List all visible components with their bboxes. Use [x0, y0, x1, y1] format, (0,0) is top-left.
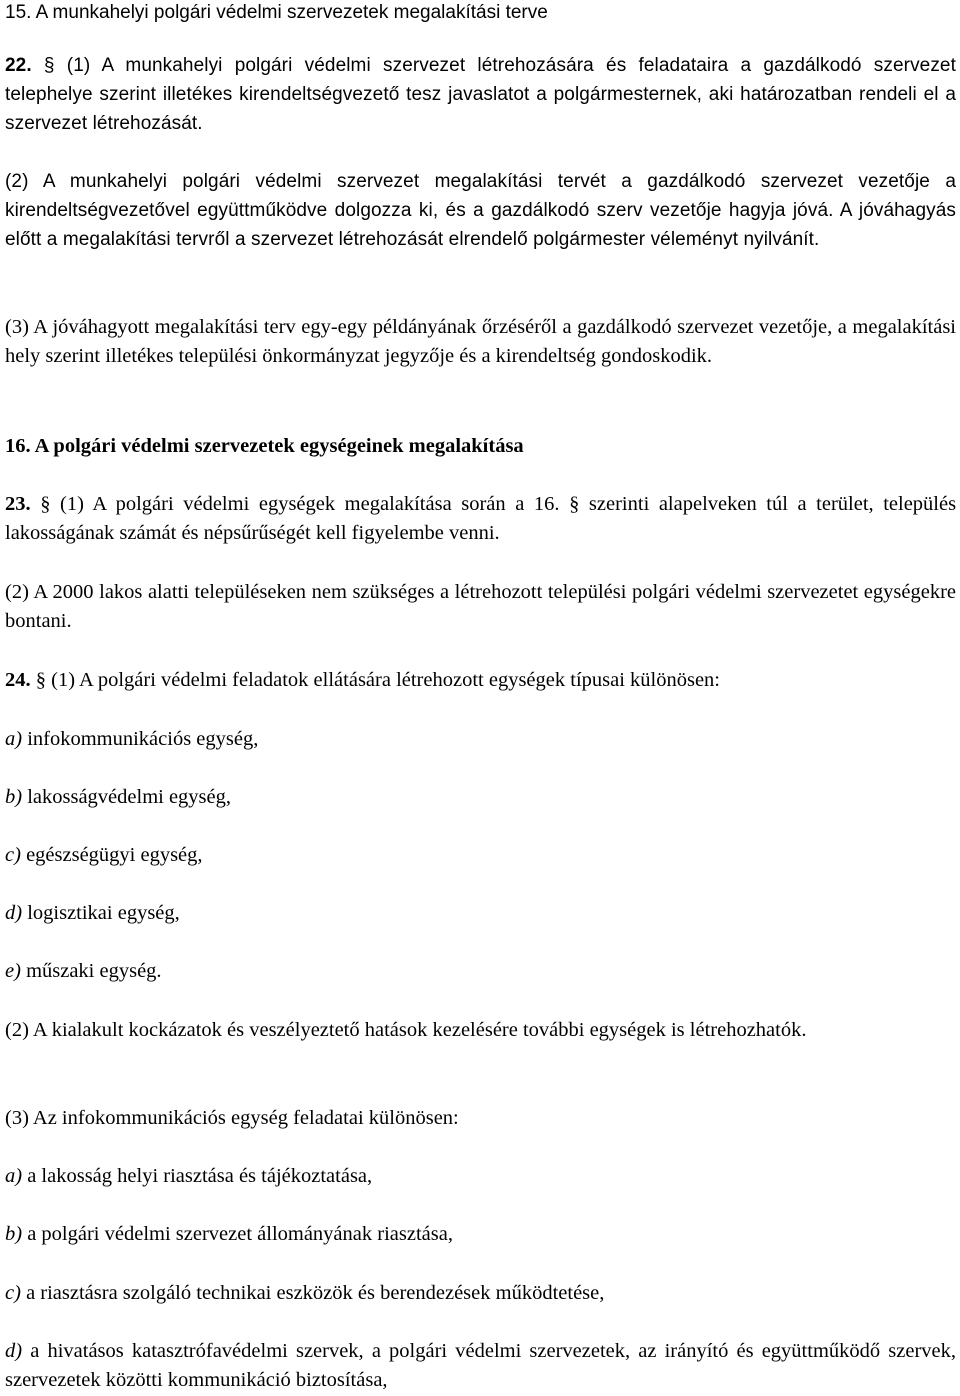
- paragraph-text: (1) A polgári védelmi egységek megalakítása során a 16.: [60, 493, 560, 515]
- paragraph-24-3: [5, 1104, 956, 1133]
- paragraph-text: határozatban rendeli el a szervezet létrehozását.: [5, 84, 956, 134]
- list-item: a) a lakosság helyi riasztása és tájékoztatása,: [5, 1165, 373, 1187]
- paragraph-text: (1) A munkahelyi polgári védelmi szervezet létrehozására és feladataira a gazdálkodó szervezet telephelye szerint illetékes kirendeltségvezető tesz javaslatot a polgármesternek, aki: [5, 55, 956, 105]
- paragraph-text: szerinti alapelveken túl a terület, település lakosságának számát és népsűrűségét kell figyelembe venni.: [5, 493, 957, 544]
- section-heading-16: 16. A polgári védelmi szervezetek egységeinek megalakítása: [5, 435, 524, 457]
- paragraph-22-1: [5, 51, 956, 138]
- paragraph-text: (2) A 2000 lakos alatti településeken nem szükséges a létrehozott települési polgári védelmi szervezetet egységekre bontani.: [5, 581, 956, 632]
- paragraph-text: (2) A munkahelyi polgári védelmi szervezet megalakítási tervét a gazdálkodó szervezet vezetője a kirendeltségvezetővel együttműködve dolgozza ki, és a gazdálkodó szerv vezetője hagyja jóvá. A jóváhagyás előtt a megalakítási tervről a szervezet létrehozását elrendelő polgármester véleményt nyilvánít.: [5, 171, 956, 250]
- paragraph-text: (3) Az infokommunikációs egység feladatai különösen:: [5, 1107, 459, 1129]
- section-heading-15: 15. A munkahelyi polgári védelmi szervezetek megalakítási terve: [5, 2, 548, 23]
- section-sign: §: [43, 55, 55, 76]
- list-item: d) a hivatásos katasztrófavédelmi szervek, a polgári védelmi szervezetek, az irányító és együttműködő szervek, szervezetek közötti kommunikáció biztosítása,: [5, 1340, 956, 1391]
- list-item: b) a polgári védelmi szervezet állományának riasztása,: [5, 1223, 453, 1245]
- paragraph-22-2: [5, 167, 956, 254]
- section-number: 22.: [5, 55, 32, 76]
- paragraph-24-1: [5, 666, 956, 695]
- section-number: 24.: [5, 669, 31, 691]
- list-item: a) infokommunikációs egység,: [5, 728, 259, 750]
- section-sign: §: [40, 493, 51, 515]
- paragraph-text: (1) A polgári védelmi feladatok ellátására létrehozott egységek típusai különösen:: [51, 669, 721, 691]
- paragraph-22-3: [5, 313, 956, 371]
- list-item: c) a riasztásra szolgáló technikai eszközök és berendezések működtetése,: [5, 1282, 605, 1304]
- section-number: 23.: [5, 493, 31, 515]
- paragraph-text: (2) A kialakult kockázatok és veszélyeztető hatások kezelésére további egységek is létrehozhatók.: [5, 1019, 807, 1041]
- paragraph-23-1: [5, 490, 956, 548]
- list-item: d) logisztikai egység,: [5, 902, 180, 924]
- paragraph-23-2: [5, 578, 956, 636]
- list-item: e) műszaki egység.: [5, 960, 162, 982]
- section-sign: §: [35, 669, 46, 691]
- list-item: c) egészségügyi egység,: [5, 844, 203, 866]
- section-sign: §: [569, 493, 580, 515]
- paragraph-text: (3) A jóváhagyott megalakítási terv egy-egy példányának őrzéséről a gazdálkodó szervezet vezetője, a megalakítási hely szerint illetékes települési önkormányzat jegyzője és a kirendeltség gondoskodik.: [5, 316, 956, 367]
- list-item: b) lakosságvédelmi egység,: [5, 786, 232, 808]
- paragraph-24-2: [5, 1016, 956, 1045]
